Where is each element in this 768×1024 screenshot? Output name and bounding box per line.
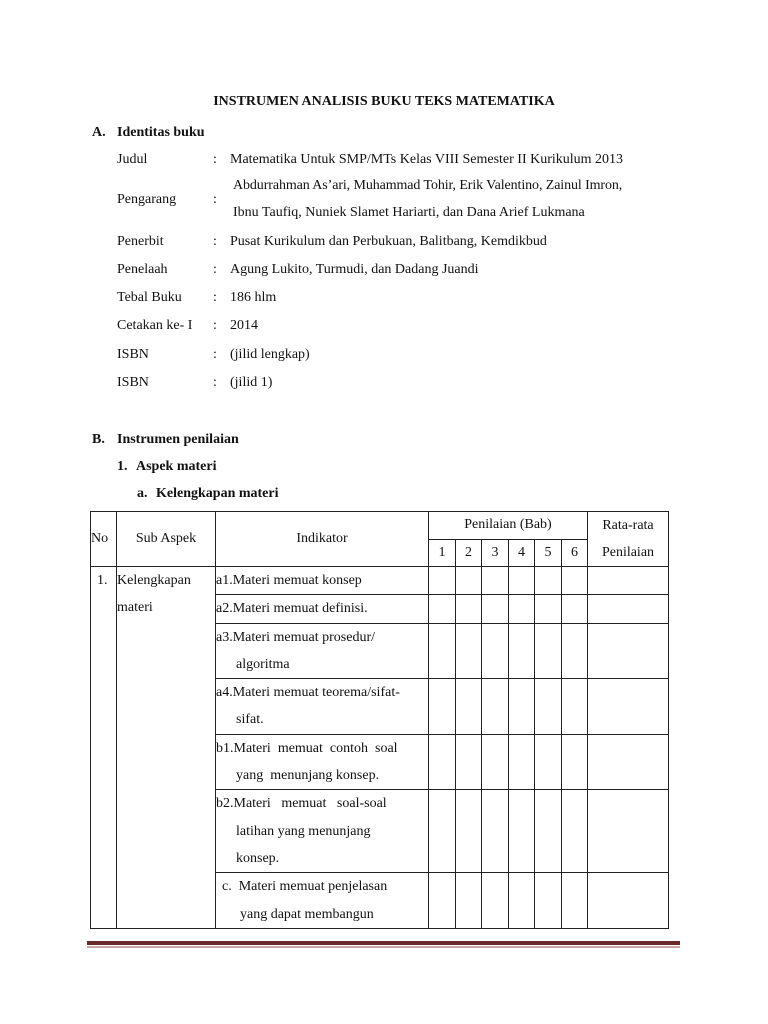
score-cell[interactable] xyxy=(482,790,509,873)
score-cell[interactable] xyxy=(535,873,562,929)
identity-label: Penelaah xyxy=(117,262,168,277)
score-cell[interactable] xyxy=(429,567,456,595)
score-cell[interactable] xyxy=(482,873,509,929)
score-cell[interactable] xyxy=(562,873,588,929)
identity-label: ISBN xyxy=(117,347,149,362)
average-cell[interactable] xyxy=(588,679,669,735)
score-cell[interactable] xyxy=(509,734,535,790)
indicator-line: b1.Materi memuat contoh soal xyxy=(216,740,398,756)
identity-value: (jilid lengkap) xyxy=(230,347,310,362)
indicator-line: a2.Materi memuat definisi. xyxy=(216,601,368,617)
identity-colon: : xyxy=(213,290,217,305)
score-cell[interactable] xyxy=(456,623,482,679)
indicator-cell xyxy=(216,679,429,735)
identity-label: Judul xyxy=(117,152,148,167)
score-cell[interactable] xyxy=(482,734,509,790)
identity-label: ISBN xyxy=(117,375,149,390)
indicator-line: a1.Materi memuat konsep xyxy=(216,573,362,588)
indicator-line: a4.Materi memuat teorema/sifat- xyxy=(216,685,400,701)
identity-label: Penerbit xyxy=(117,234,164,249)
identity-colon: : xyxy=(213,347,217,362)
section-a-marker: A. xyxy=(92,125,106,140)
identity-value: Abdurrahman As’ari, Muhammad Tohir, Erik Valentino, Zainul Imron, xyxy=(233,178,623,193)
identity-value: Agung Lukito, Turmudi, dan Dadang Juandi xyxy=(230,262,479,277)
indicator-line: yang menunjang konsep. xyxy=(236,768,380,784)
identity-value: Pusat Kurikulum dan Perbukuan, Balitbang, Kemdikbud xyxy=(230,234,547,249)
header-bab-2: 2 xyxy=(456,539,482,567)
score-cell[interactable] xyxy=(482,567,509,595)
score-cell[interactable] xyxy=(562,790,588,873)
score-cell[interactable] xyxy=(535,734,562,790)
indicator-cell xyxy=(216,734,429,790)
identity-colon: : xyxy=(213,152,217,167)
indicator-cell xyxy=(216,873,429,929)
indicator-line: b2.Materi memuat soal-soal xyxy=(216,796,387,812)
score-cell[interactable] xyxy=(535,679,562,735)
score-cell[interactable] xyxy=(456,873,482,929)
average-cell[interactable] xyxy=(588,734,669,790)
average-cell[interactable] xyxy=(588,623,669,679)
header-penilaian-bab: Penilaian (Bab) xyxy=(429,512,588,540)
score-cell[interactable] xyxy=(429,734,456,790)
indicator-cell xyxy=(216,567,429,595)
score-cell[interactable] xyxy=(509,567,535,595)
identity-colon: : xyxy=(213,375,217,390)
subsection-1-marker: 1. xyxy=(117,459,128,474)
indicator-line: konsep. xyxy=(236,850,280,866)
score-cell[interactable] xyxy=(562,734,588,790)
score-cell[interactable] xyxy=(509,873,535,929)
subsection-a-heading: Kelengkapan materi xyxy=(156,486,279,501)
identity-label: Tebal Buku xyxy=(117,290,182,305)
score-cell[interactable] xyxy=(429,623,456,679)
score-cell[interactable] xyxy=(429,790,456,873)
score-cell[interactable] xyxy=(482,623,509,679)
score-cell[interactable] xyxy=(535,790,562,873)
identity-label: Cetakan ke- I xyxy=(117,318,193,333)
header-bab-6: 6 xyxy=(562,539,588,567)
identity-value: Ibnu Taufiq, Nuniek Slamet Hariarti, dan Dana Arief Lukmana xyxy=(233,205,585,220)
identity-value: Matematika Untuk SMP/MTs Kelas VIII Semester II Kurikulum 2013 xyxy=(230,152,624,167)
indicator-line: c. Materi memuat penjelasan xyxy=(222,879,388,895)
group-sub-aspek xyxy=(117,567,216,929)
indicator-line: sifat. xyxy=(236,712,264,728)
score-cell[interactable] xyxy=(535,567,562,595)
score-cell[interactable] xyxy=(562,567,588,595)
score-cell[interactable] xyxy=(429,873,456,929)
indicator-line: a3.Materi memuat prosedur/ xyxy=(216,629,376,645)
identity-colon: : xyxy=(213,234,217,249)
sub-aspek-line2: materi xyxy=(117,600,153,615)
header-rata-rata xyxy=(588,512,669,567)
score-cell[interactable] xyxy=(482,679,509,735)
score-cell[interactable] xyxy=(562,623,588,679)
header-no: No xyxy=(91,512,117,567)
score-cell[interactable] xyxy=(456,595,482,623)
subsection-a-marker: a. xyxy=(137,486,148,501)
score-cell[interactable] xyxy=(429,595,456,623)
average-cell[interactable] xyxy=(588,873,669,929)
score-cell[interactable] xyxy=(535,623,562,679)
identity-colon: : xyxy=(213,192,217,207)
indicator-cell xyxy=(216,595,429,623)
table-row xyxy=(91,567,669,595)
subsection-1-heading: Aspek materi xyxy=(136,459,217,474)
score-cell[interactable] xyxy=(562,595,588,623)
indicator-line: latihan yang menunjang xyxy=(236,823,371,839)
indicator-line: yang dapat membangun xyxy=(240,906,374,922)
assessment-table xyxy=(90,511,669,929)
header-bab-5: 5 xyxy=(535,539,562,567)
score-cell[interactable] xyxy=(482,595,509,623)
header-rata-line1: Rata-rata xyxy=(602,518,654,533)
section-a-heading: Identitas buku xyxy=(117,125,205,140)
header-bab-3: 3 xyxy=(482,539,509,567)
section-b-heading: Instrumen penilaian xyxy=(117,432,239,447)
score-cell[interactable] xyxy=(562,679,588,735)
score-cell[interactable] xyxy=(509,679,535,735)
score-cell[interactable] xyxy=(456,567,482,595)
score-cell[interactable] xyxy=(509,595,535,623)
average-cell[interactable] xyxy=(588,595,669,623)
score-cell[interactable] xyxy=(535,595,562,623)
footer-rule-shadow xyxy=(87,946,680,948)
score-cell[interactable] xyxy=(456,679,482,735)
identity-value: 186 hlm xyxy=(230,290,277,305)
header-indikator: Indikator xyxy=(216,512,429,567)
indicator-cell xyxy=(216,623,429,679)
footer-rule xyxy=(87,941,680,945)
header-rata-line2: Penilaian xyxy=(601,545,655,560)
header-bab-4: 4 xyxy=(509,539,535,567)
average-cell[interactable] xyxy=(588,567,669,595)
indicator-cell xyxy=(216,790,429,873)
score-cell[interactable] xyxy=(456,790,482,873)
identity-value: 2014 xyxy=(230,318,258,333)
identity-label: Pengarang xyxy=(117,192,177,207)
indicator-line: algoritma xyxy=(236,656,290,672)
header-bab-1: 1 xyxy=(429,539,456,567)
group-no: 1. xyxy=(91,567,117,929)
identity-value: (jilid 1) xyxy=(230,375,273,390)
score-cell[interactable] xyxy=(456,734,482,790)
score-cell[interactable] xyxy=(509,623,535,679)
identity-colon: : xyxy=(213,318,217,333)
table-header-row xyxy=(91,512,669,540)
section-b-marker: B. xyxy=(92,432,105,447)
document-title: INSTRUMEN ANALISIS BUKU TEKS MATEMATIKA xyxy=(213,94,555,109)
header-sub-aspek: Sub Aspek xyxy=(117,512,216,567)
average-cell[interactable] xyxy=(588,790,669,873)
sub-aspek-line1: Kelengkapan xyxy=(117,573,191,588)
identity-colon: : xyxy=(213,262,217,277)
score-cell[interactable] xyxy=(429,679,456,735)
score-cell[interactable] xyxy=(509,790,535,873)
